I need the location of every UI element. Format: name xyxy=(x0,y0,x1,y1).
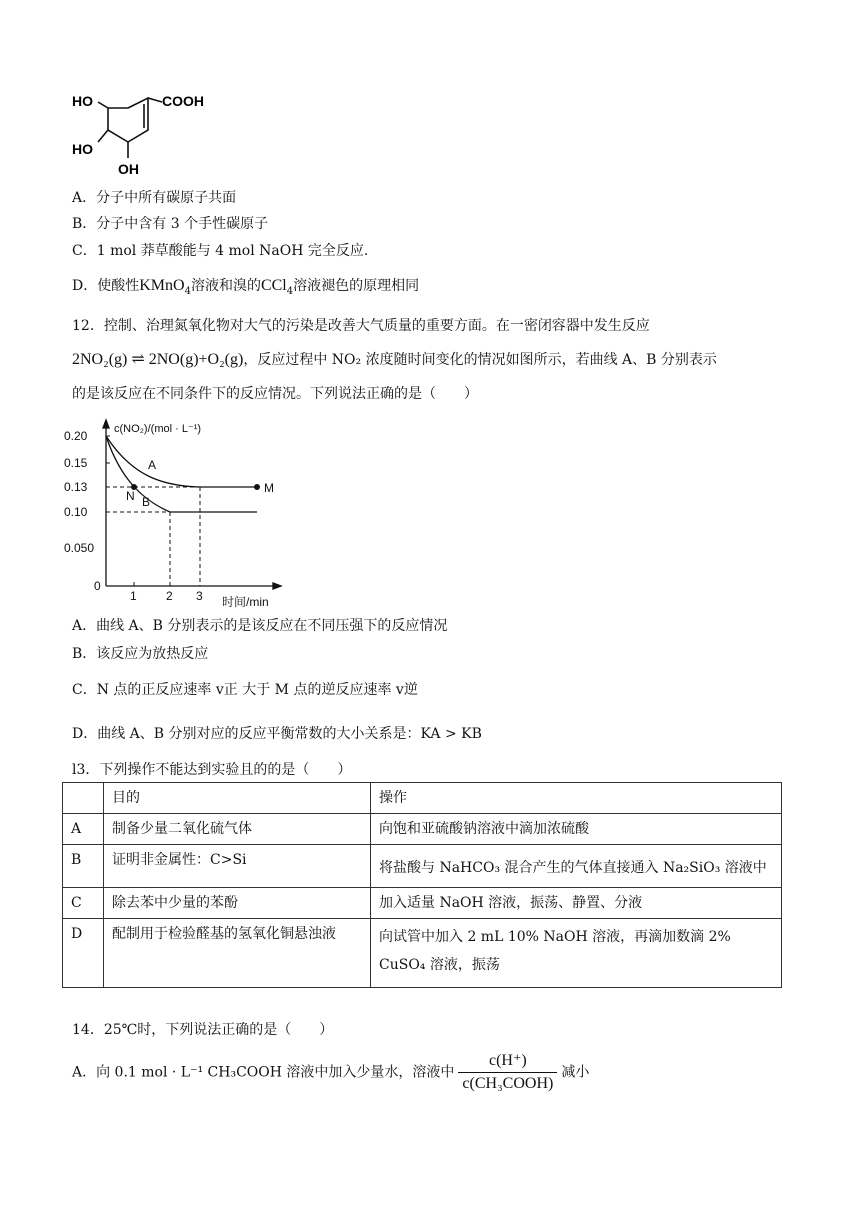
text: ，反应过程中 NO₂ 浓度随时间变化的情况如图所示，若曲线 A、B 分别表示 xyxy=(243,352,717,368)
curve-a-label: A xyxy=(148,458,157,472)
row-op: 将盐酸与 NaHCO₃ 混合产生的气体直接通入 Na₂SiO₃ 溶液中 xyxy=(371,845,782,888)
row-goal: 制备少量二氧化硫气体 xyxy=(104,814,371,845)
ccl4-formula: CCl xyxy=(260,277,287,294)
text: 减小 xyxy=(561,1064,590,1081)
shikimic-acid-structure xyxy=(70,90,220,180)
table-row xyxy=(63,888,782,919)
q11-option-a: A．分子中所有碳原子共面 xyxy=(72,190,237,206)
q12-option-b: B．该反应为放热反应 xyxy=(72,646,209,662)
row-goal: 配制用于检验醛基的氢氧化铜悬浊液 xyxy=(104,919,371,988)
row-id: D xyxy=(63,919,104,988)
subscript: 4 xyxy=(184,285,191,297)
reaction-equation: 2NO₂(g) ⇌ 2NO(g)+O₂(g) xyxy=(72,351,244,368)
table-row xyxy=(63,919,782,988)
ytick-020: 0.20 xyxy=(64,429,88,443)
kmno4-formula: KMnO xyxy=(139,277,185,294)
q12-option-d: D．曲线 A、B 分别对应的反应平衡常数的大小关系是：KA > KB xyxy=(72,726,482,742)
ho-label-2: HO xyxy=(72,141,93,157)
text: 溶液褪色的原理相同 xyxy=(293,278,420,294)
oh-label: OH xyxy=(118,161,139,177)
q14-title: 14．25℃时，下列说法正确的是（ ） xyxy=(72,1022,334,1038)
q13-title: l3．下列操作不能达到实验且的的是（ ） xyxy=(72,762,352,778)
q12-stem-line2 xyxy=(72,350,717,370)
xtick-1: 1 xyxy=(130,589,137,603)
ytick-015: 0.15 xyxy=(64,456,88,470)
header-cell xyxy=(63,783,104,814)
operations-table xyxy=(62,782,782,988)
table-row xyxy=(63,814,782,845)
text: 溶液和溴的 xyxy=(190,278,261,294)
point-m xyxy=(254,484,260,490)
concentration-ratio xyxy=(458,1050,557,1095)
text: D．使酸性 xyxy=(72,278,140,294)
table-row xyxy=(63,845,782,888)
row-goal: 证明非金属性：C>Si xyxy=(104,845,371,888)
ytick-0050: 0.050 xyxy=(64,541,95,555)
table-header-row xyxy=(63,783,782,814)
point-n-label: N xyxy=(126,489,135,503)
row-id: C xyxy=(63,888,104,919)
row-id: A xyxy=(63,814,104,845)
ytick-010: 0.10 xyxy=(64,505,88,519)
point-m-label: M xyxy=(264,481,274,495)
row-op: 向饱和亚硫酸钠溶液中滴加浓硫酸 xyxy=(371,814,782,845)
q11-option-b: B．分子中含有 3 个手性碳原子 xyxy=(72,216,269,232)
ytick-013: 0.13 xyxy=(64,480,88,494)
q12-option-c: C．N 点的正反应速率 v正 大于 M 点的逆反应速率 v逆 xyxy=(72,682,418,698)
ho-label-1: HO xyxy=(72,93,93,109)
ring-bonds xyxy=(108,98,148,142)
row-goal: 除去苯中少量的苯酚 xyxy=(104,888,371,919)
text: A．向 0.1 mol · L⁻¹ CH₃COOH 溶液中加入少量水，溶液中 xyxy=(72,1064,455,1081)
q12-option-a: A．曲线 A、B 分别表示的是该反应在不同压强下的反应情况 xyxy=(72,618,448,634)
fraction-numerator: c(H⁺) xyxy=(458,1050,557,1073)
xtick-3: 3 xyxy=(196,589,203,603)
ytick-0: 0 xyxy=(94,579,101,593)
cooh-label: COOH xyxy=(162,93,204,109)
header-cell: 操作 xyxy=(371,783,782,814)
row-op: 加入适量 NaOH 溶液，振荡、静置、分液 xyxy=(371,888,782,919)
header-cell: 目的 xyxy=(104,783,371,814)
fraction-denominator: c(CH₃COOH) xyxy=(462,1075,554,1092)
no2-concentration-graph xyxy=(62,418,302,618)
row-op: 向试管中加入 2 mL 10% NaOH 溶液，再滴加数滴 2% CuSO₄ 溶液，振荡 xyxy=(371,919,782,988)
q14-option-a xyxy=(72,1050,589,1095)
subscript: 4 xyxy=(286,285,294,297)
row-id: B xyxy=(63,845,104,888)
x-axis-label: 时间/min xyxy=(222,595,269,609)
y-axis-label: c(NO₂)/(mol · L⁻¹) xyxy=(114,423,202,435)
q11-option-c: C．1 mol 莽草酸能与 4 mol NaOH 完全反应. xyxy=(72,243,369,259)
curve-b-label: B xyxy=(142,495,151,509)
q12-stem-line1: 12．控制、治理氮氧化物对大气的污染是改善大气质量的重要方面。在一密闭容器中发生反应 xyxy=(72,318,650,334)
q11-option-d xyxy=(72,276,419,302)
xtick-2: 2 xyxy=(166,589,173,603)
q12-stem-line3: 的是该反应在不同条件下的反应情况。下列说法正确的是（ ） xyxy=(72,386,478,402)
